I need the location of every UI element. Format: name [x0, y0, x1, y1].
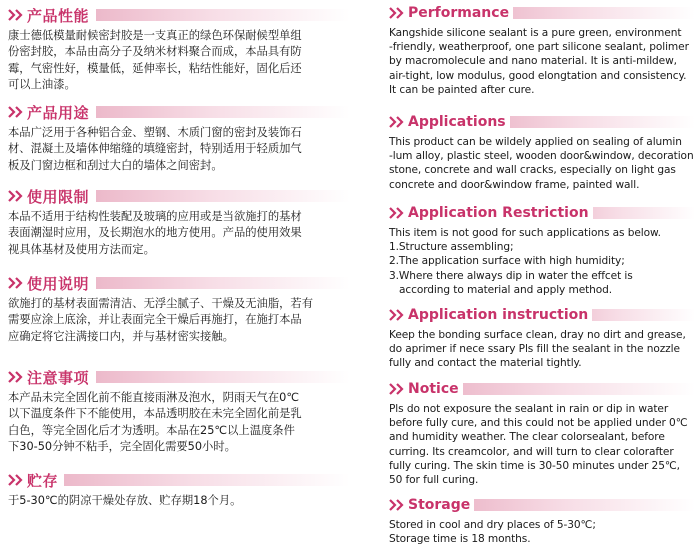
section-body: This product can be wildely applied on sealing of alumin -lum alloy, plastic steel, wooden door&window, decoration stone, concrete and wall cracks, especially on light gas concrete and door&window frame, painted wall.	[389, 136, 694, 191]
section-title: 注意事项	[27, 367, 93, 388]
section-body: Stored in cool and dry places of 5-30℃; Storage time is 18 months.	[389, 519, 596, 546]
section-heading	[389, 2, 695, 24]
section-body: This item is not good for such applications as below. 1.Structure assembling; 2.The application surface with high humidity; 3.Where there always dip in water the effcet is according to material and apply method.	[389, 227, 661, 296]
section-title: 产品性能	[27, 5, 93, 26]
section-body: 欲施打的基材表面需清洁、无浮尘腻子、干燥及无油脂，若有 需要应涂上底涂，并让表面完全干燥后再施打，在施打本品 应确定将它注满接口内，并与基材密实接触。	[8, 297, 314, 343]
section-body: Pls do not exposure the sealant in rain or dip in water before fully cure, and this could not be applied under 0℃ and humidity weather. The clear colorsealant, before curring. Its creamcolor, and will turn to clear colorafter fully curing. The skin time is 30-50 minutes under 25℃, 50 for full curing.	[389, 403, 688, 487]
heading-gradient-bar	[96, 277, 350, 289]
double-chevron-icon	[8, 190, 24, 202]
double-chevron-icon	[389, 116, 405, 128]
double-chevron-icon	[8, 9, 24, 21]
double-chevron-icon	[8, 474, 24, 486]
section-heading	[8, 366, 350, 388]
double-chevron-icon	[8, 106, 24, 118]
section-body: Kangshide silicone sealant is a pure green, environment -friendly, weatherproof, one part silicone sealant, polimer by macromolecule and nano material. It is anti-mildew, air-tight, low modulus, good elongtation and consistency. It can be painted after cure.	[389, 27, 689, 96]
section-applications-en	[389, 111, 695, 192]
section-body: 本品广泛用于各种铝合金、塑钢、木质门窗的密封及装饰石 材、混凝土及墙体伸缩缝的填缝密封，特别适用于轻质加气 板及门窗边框和刮过大白的墙体之间密封。	[8, 126, 302, 172]
section-body: Keep the bonding surface clean, dray no dirt and grease, do aprimer if nece ssary Pls fill the sealant in the nozzle fully and contact the material tightly.	[389, 329, 686, 370]
heading-gradient-bar	[96, 190, 350, 202]
section-title: Application instruction	[408, 307, 592, 323]
heading-gradient-bar	[96, 106, 350, 118]
heading-gradient-bar	[96, 371, 350, 383]
section-instruction-cn	[8, 272, 350, 345]
section-heading	[8, 272, 350, 294]
section-heading	[389, 111, 695, 133]
heading-gradient-bar	[449, 383, 695, 395]
section-heading	[8, 469, 350, 491]
section-title: 使用说明	[27, 273, 93, 294]
section-heading	[389, 202, 695, 224]
section-performance-en	[389, 2, 695, 97]
heading-gradient-bar	[64, 474, 350, 486]
heading-gradient-bar	[489, 7, 695, 19]
section-title: Application Restriction	[408, 205, 593, 221]
heading-gradient-bar	[489, 116, 695, 128]
section-title: 贮存	[27, 470, 62, 491]
section-body: 康士德低模量耐候密封胶是一支真正的绿色环保耐候型单组 份密封胶，本品由高分子及纳米材料聚合而成，本品具有防 霉，气密性好，模量低，延伸率长，粘结性能好，固化后还 可以上油漆。	[8, 29, 302, 92]
double-chevron-icon	[8, 277, 24, 289]
section-title: Performance	[408, 5, 513, 21]
section-heading	[389, 494, 695, 516]
heading-gradient-bar	[96, 9, 350, 21]
section-heading	[8, 4, 350, 26]
double-chevron-icon	[389, 499, 405, 511]
section-heading	[389, 304, 695, 326]
section-restriction-cn	[8, 185, 350, 258]
section-title: Applications	[408, 114, 510, 130]
section-heading	[8, 185, 350, 207]
section-heading	[389, 378, 695, 400]
double-chevron-icon	[389, 309, 405, 321]
section-title: Storage	[408, 497, 474, 513]
section-storage-en	[389, 494, 695, 546]
section-heading	[8, 101, 350, 123]
section-instruction-en	[389, 304, 695, 371]
section-notice-cn	[8, 366, 350, 456]
section-body: 于5-30℃的阴凉干燥处存放、贮存期18个月。	[8, 494, 242, 507]
section-body: 本品不适用于结构性装配及玻璃的应用或是当欲施打的基材 表面潮湿时应用，及长期泡水的地方使用。产品的使用效果 视具体基材及使用方法而定。	[8, 210, 302, 256]
section-restriction-en	[389, 202, 695, 297]
section-applications-cn	[8, 101, 350, 174]
double-chevron-icon	[389, 7, 405, 19]
section-title: 使用限制	[27, 186, 93, 207]
section-storage-cn	[8, 469, 350, 509]
heading-gradient-bar	[461, 499, 695, 511]
double-chevron-icon	[389, 383, 405, 395]
section-notice-en	[389, 378, 695, 487]
section-title: 产品用途	[27, 102, 93, 123]
section-performance-cn	[8, 4, 350, 94]
double-chevron-icon	[389, 207, 405, 219]
double-chevron-icon	[8, 371, 24, 383]
section-title: Notice	[408, 381, 463, 397]
section-body: 本产品未完全固化前不能直接雨淋及泡水，阴雨天气在0℃ 以下温度条件下不能使用，本品透明胶在未完全固化前是乳 白色，等完全固化后才为透明。本品在25℃以上温度条件 下30-50分钟不粘手，完全固化需要50小时。	[8, 391, 302, 454]
